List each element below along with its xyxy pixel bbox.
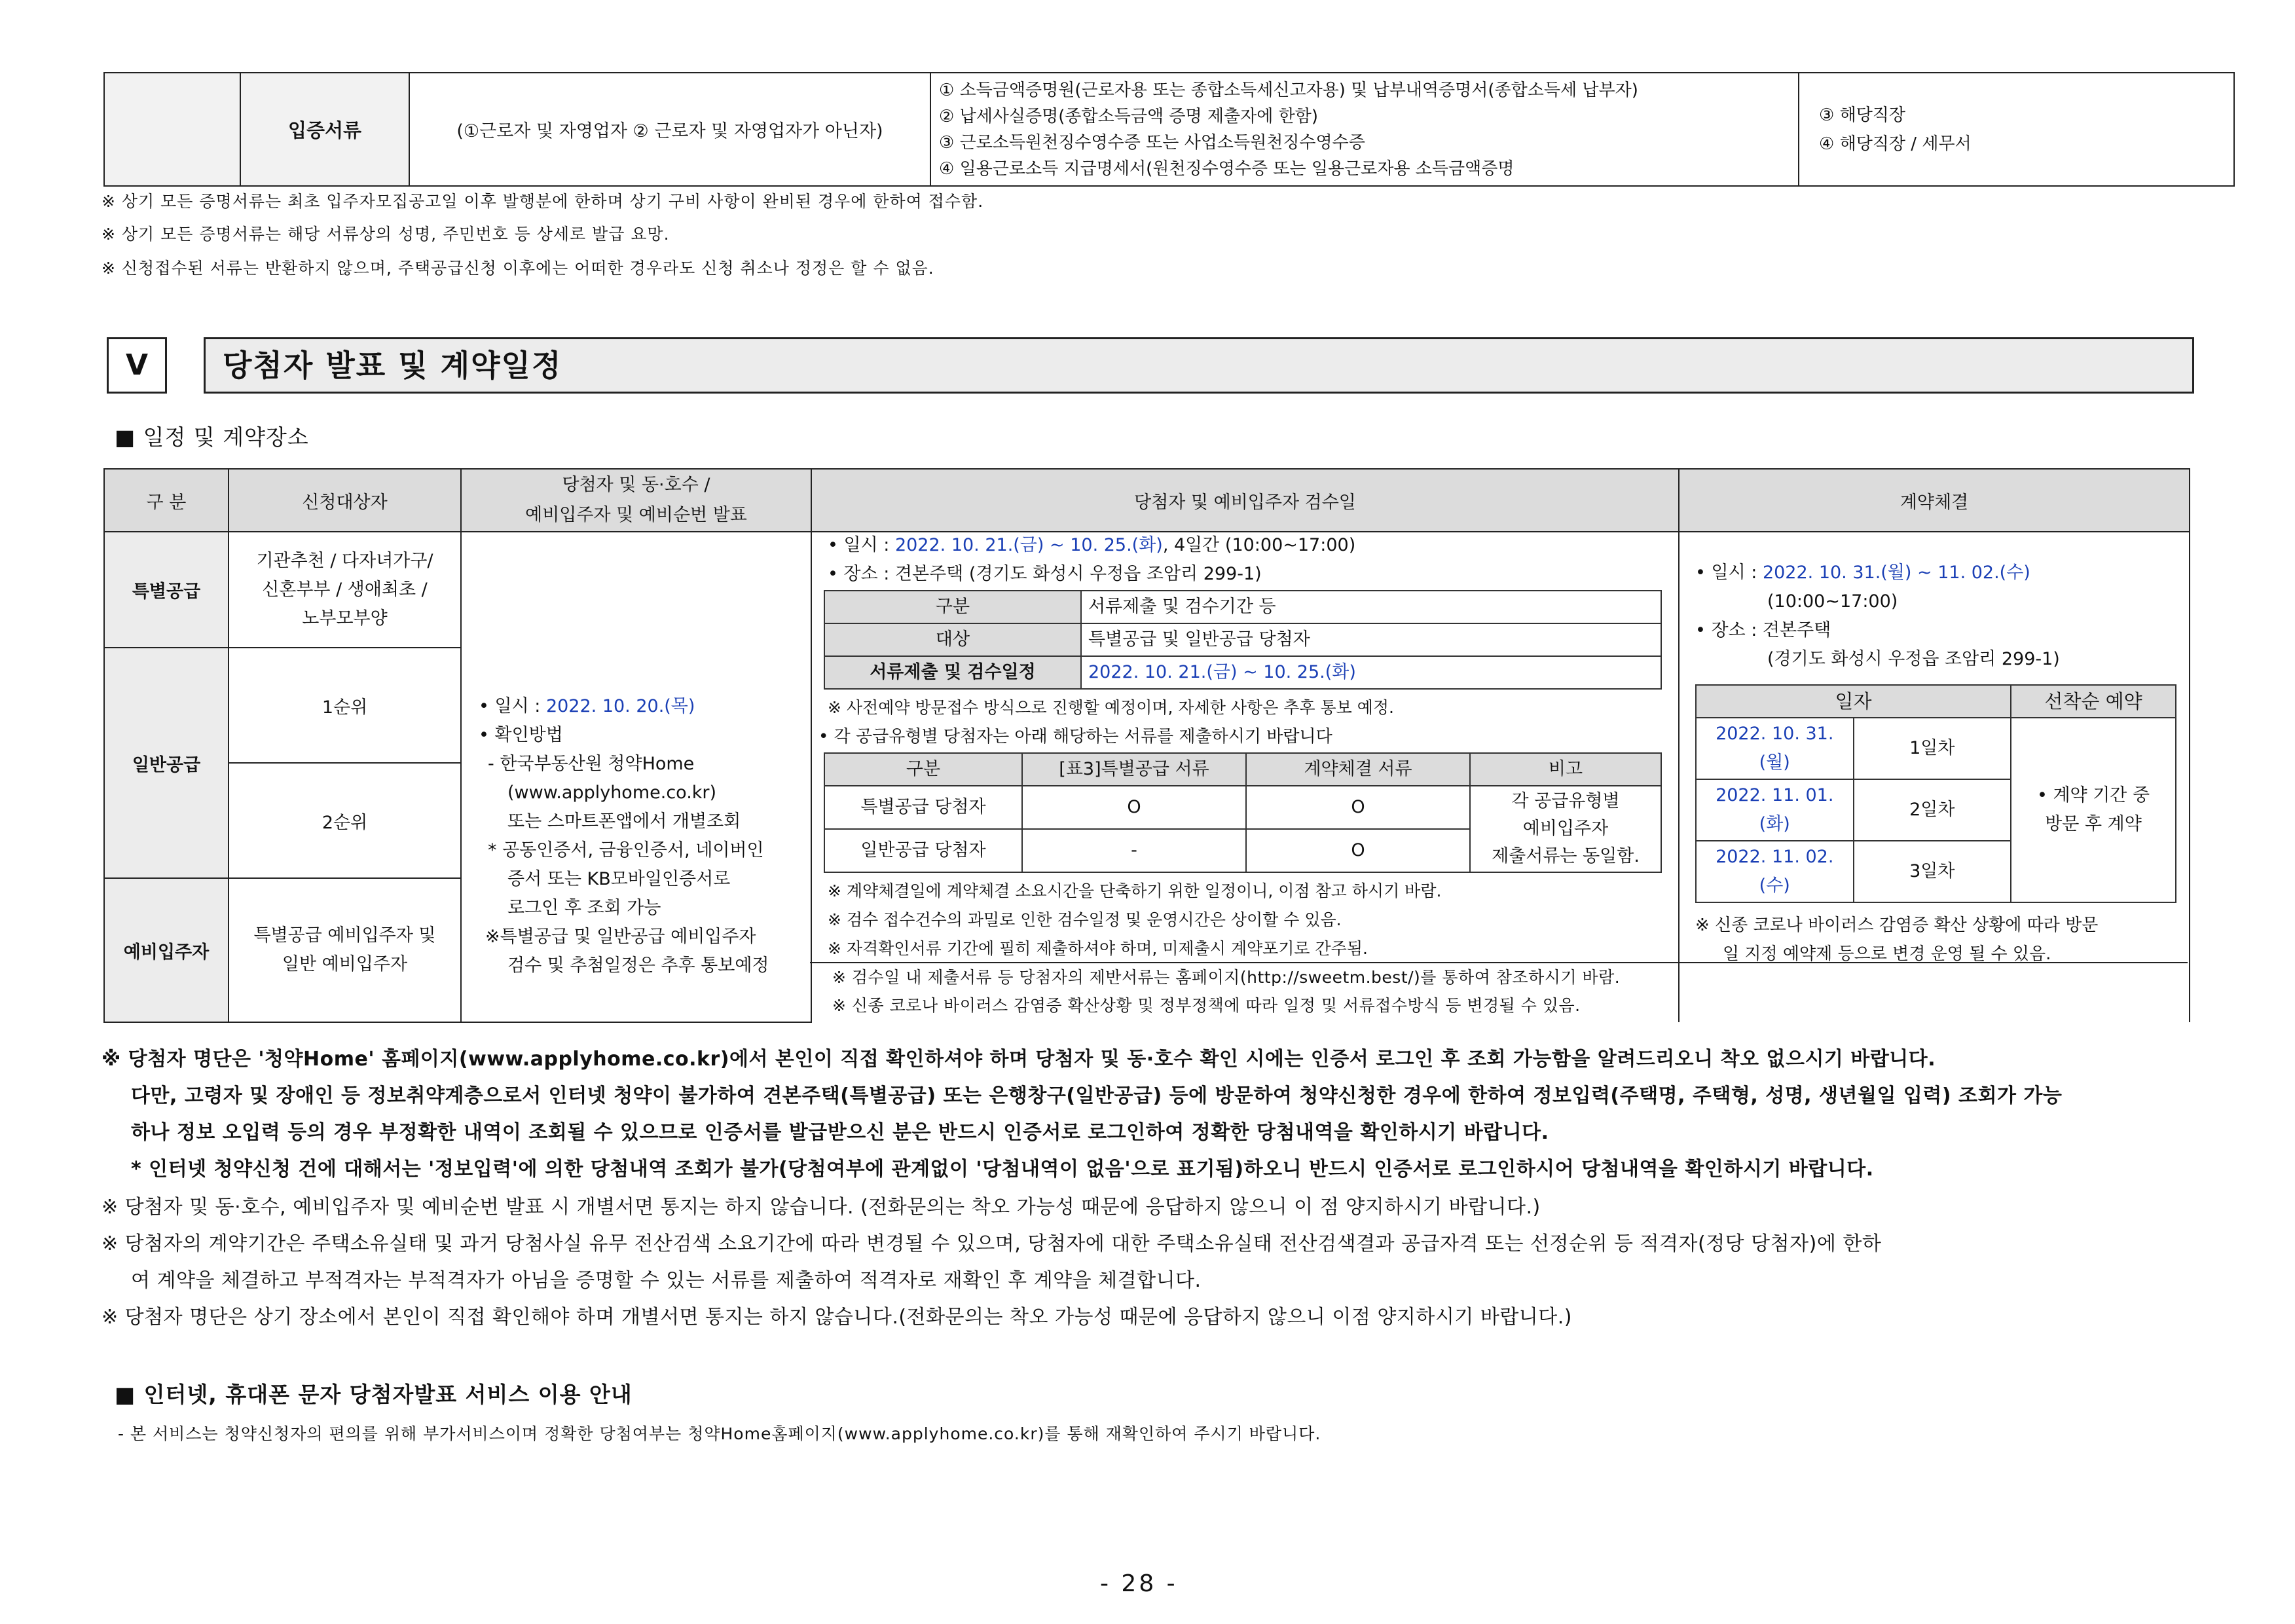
doc-h-type: 구분 xyxy=(824,753,1022,786)
header-announce xyxy=(461,469,811,532)
notice-1: ※ 당첨자 명단은 '청약Home' 홈페이지(www.applyhome.co.kr)에서 본인이 직접 확인하셔야 하며 당첨자 및 동·호수 확인 시에는 인증서 로그인 후 조회 가능함을 알려드리오니 착오 없으시기 바랍니다. xyxy=(101,1048,1936,1071)
notice-7: 여 계약을 체결하고 부적격자는 부적격자가 아님을 증명할 수 있는 서류를 제출하여 적격자로 재확인 후 계약을 체결합니다. xyxy=(131,1269,1202,1292)
announce-line-4: * 공동인증서, 금융인증서, 네이버인 xyxy=(488,840,764,860)
section-title: 당첨자 발표 및 계약일정 xyxy=(223,348,562,383)
contract-reserve-note xyxy=(2011,718,2176,902)
announce-line-3: 또는 스마트폰앱에서 개별조회 xyxy=(507,811,741,832)
proof-issuers xyxy=(1799,73,2234,186)
review-note-2: • 각 공급유형별 당첨자는 아래 해당하는 서류를 제출하시기 바랍니다 xyxy=(818,727,1332,747)
notice-8: ※ 당첨자 명단은 상기 장소에서 본인이 직접 확인해야 하며 개별서면 통지는 하지 않습니다.(전화문의는 착오 가능성 때문에 응답하지 않으니 이점 양지하시기 바랍니다.) xyxy=(101,1306,1572,1329)
reserve-target-2: 일반 예비입주자 xyxy=(282,954,408,974)
info-key-1: 구분 xyxy=(824,591,1081,623)
review-date-line xyxy=(828,531,1669,560)
row-special: 특별공급 xyxy=(104,532,229,648)
contract-date: 2022. 10. 31.(월) ~ 11. 02.(수) xyxy=(1762,563,2030,583)
proof-documents-table xyxy=(103,72,2235,187)
section-number: V xyxy=(125,348,149,382)
section-title-box xyxy=(204,337,2194,394)
reserve-target xyxy=(229,878,461,1022)
info-val-1: 서류제출 및 검수기간 등 xyxy=(1081,591,1661,623)
notice-3: 하나 정보 오입력 등의 경우 부정확한 내역이 조회될 수 있으므로 인증서를 발급받으신 분은 반드시 인증서로 로그인하여 정확한 당첨내역을 확인하시기 바랍니다. xyxy=(131,1121,1549,1144)
doc-h-special: [표3]특별공급 서류 xyxy=(1022,753,1246,786)
contract-place: • 장소 : 견본주택 xyxy=(1695,620,1831,640)
review-note-1: ※ 사전예약 방문접수 방식으로 진행할 예정이며, 자세한 사항은 추후 통보 예정. xyxy=(828,698,1394,717)
doc-r2-special: - xyxy=(1022,829,1246,872)
schedule-bottom-notes xyxy=(810,962,2188,1019)
special-target-1: 기관추천 / 다자녀가구/ xyxy=(256,550,433,571)
notice-2: 다만, 고령자 및 장애인 등 정보취약계층으로서 인터넷 청약이 불가하여 견본주택(특별공급) 또는 은행창구(일반공급) 등에 방문하여 청약신청한 경우에 한하여 정보입력(주택명, 주택형, 성명, 생년월일 입력) 조회가 가능 xyxy=(131,1084,2063,1107)
doc-r1-special: O xyxy=(1022,786,1246,829)
proof-condition: (①근로자 및 자영업자 ② 근로자 및 자영업자가 아닌자) xyxy=(409,73,930,186)
announce-cell xyxy=(461,532,811,1022)
contract-day3-date: 2022. 11. 02.(수) xyxy=(1696,841,1854,902)
announce-line-5: 증서 또는 KB모바일인증서로 xyxy=(507,869,731,889)
contract-cell xyxy=(1679,532,2190,1022)
row-general: 일반공급 xyxy=(104,648,229,878)
header-announce-line2: 예비입주자 및 예비순번 발표 xyxy=(525,505,747,525)
contract-date-line xyxy=(1695,559,2180,587)
contract-reserve-2: 방문 후 계약 xyxy=(2045,814,2142,834)
announce-date-label: • 일시 : xyxy=(479,696,546,716)
proof-docs xyxy=(930,73,1799,186)
contract-reserve-1: • 계약 기간 중 xyxy=(2036,785,2150,805)
proof-issuer-2: ④ 해당직장 / 세무서 xyxy=(1819,134,1972,154)
schedule-bottom-note-2: ※ 신종 코로나 바이러스 감염증 확산상황 및 정부정책에 따라 일정 및 서류접수방식 등 변경될 수 있음. xyxy=(832,996,1581,1015)
doc-remark-3: 제출서류는 동일함. xyxy=(1492,846,1640,866)
special-target-2: 신혼부부 / 생애최초 / xyxy=(262,579,428,600)
doc-r2-contract: O xyxy=(1246,829,1470,872)
info-val-3: 2022. 10. 21.(금) ~ 10. 25.(화) xyxy=(1081,656,1661,689)
review-date-suffix: , 4일간 (10:00~17:00) xyxy=(1162,535,1356,555)
rank-1: 1순위 xyxy=(229,648,461,763)
contract-time: (10:00~17:00) xyxy=(1767,591,1898,612)
review-cell xyxy=(811,532,1679,1022)
doc-remark-1: 각 공급유형별 xyxy=(1511,791,1620,811)
review-place: • 장소 : 견본주택 (경기도 화성시 우정읍 조암리 299-1) xyxy=(828,564,1262,584)
doc-h-remark: 비고 xyxy=(1470,753,1661,786)
contract-day2-date: 2022. 11. 01.(화) xyxy=(1696,779,1854,841)
announce-line-6: 로그인 후 조회 가능 xyxy=(507,898,661,918)
announce-line-8: 검수 및 추첨일정은 추후 통보예정 xyxy=(507,955,769,976)
proof-doc-3: ③ 근로소득원천징수영수증 또는 사업소득원천징수영수증 xyxy=(939,132,1365,153)
announce-method: • 확인방법 xyxy=(479,725,563,745)
doc-remark-2: 예비입주자 xyxy=(1522,819,1609,839)
service-note: - 본 서비스는 청약신청자의 편의를 위해 부가서비스이며 정확한 당첨여부는 청약Home홈페이지(www.applyhome.co.kr)를 통해 재확인하여 주시기 바랍니다. xyxy=(118,1424,1321,1443)
contract-h-reserve: 선착순 예약 xyxy=(2011,685,2176,718)
announce-date-line xyxy=(479,692,804,721)
top-note-3: ※ 신청접수된 서류는 반환하지 않으며, 주택공급신청 이후에는 어떠한 경우라도 신청 취소나 정정은 할 수 없음. xyxy=(101,259,934,278)
review-date-label: • 일시 : xyxy=(828,535,895,555)
contract-day2: 2일차 xyxy=(1854,779,2011,841)
doc-r1-contract: O xyxy=(1246,786,1470,829)
proof-label: 입증서류 xyxy=(240,73,409,186)
proof-doc-2: ② 납세사실증명(종합소득금액 증명 제출자에 한함) xyxy=(939,106,1318,126)
contract-day3: 3일차 xyxy=(1854,841,2011,902)
info-key-3: 서류제출 및 검수일정 xyxy=(824,656,1081,689)
subsection-schedule: ■ 일정 및 계약장소 xyxy=(115,424,309,450)
contract-covid-1: ※ 신종 코로나 바이러스 감염증 확산 상황에 따라 방문 xyxy=(1695,915,2099,935)
review-note-4: ※ 검수 접수건수의 과밀로 인한 검수일정 및 운영시간은 상이할 수 있음. xyxy=(828,910,1342,929)
top-note-2: ※ 상기 모든 증명서류는 해당 서류상의 성명, 주민번호 등 상세로 발급 요망. xyxy=(101,225,670,244)
proof-doc-4: ④ 일용근로소득 지급명세서(원천징수영수증 또는 일용근로자용 소득금액증명 xyxy=(939,158,1515,179)
contract-covid-2: 일 지정 예약제 등으로 변경 운영 될 수 있음. xyxy=(1723,944,2051,964)
schedule-table xyxy=(103,468,2190,1023)
contract-day1: 1일차 xyxy=(1854,718,2011,779)
notice-5: ※ 당첨자 및 동·호수, 예비입주자 및 예비순번 발표 시 개별서면 통지는 하지 않습니다. (전화문의는 착오 가능성 때문에 응답하지 않으니 이 점 양지하시기 바랍니다.) xyxy=(101,1196,1541,1219)
subsection-service: ■ 인터넷, 휴대폰 문자 당첨자발표 서비스 이용 안내 xyxy=(115,1382,633,1407)
announce-line-2: (www.applyhome.co.kr) xyxy=(507,783,717,803)
announce-date: 2022. 10. 20.(목) xyxy=(545,696,695,716)
review-note-3: ※ 계약체결일에 계약체결 소요시간을 단축하기 위한 일정이니, 이점 참고 하시기 바람. xyxy=(828,881,1442,900)
rank-2: 2순위 xyxy=(229,763,461,878)
page-number: - 28 - xyxy=(1100,1570,1178,1597)
header-contract: 계약체결 xyxy=(1679,469,2190,532)
review-docs-table xyxy=(824,752,1662,873)
proof-issuer-1: ③ 해당직장 xyxy=(1819,105,1906,125)
special-target xyxy=(229,532,461,648)
contract-date-label: • 일시 : xyxy=(1695,563,1763,583)
notice-4: * 인터넷 청약신청 건에 대해서는 '정보입력'에 의한 당첨내역 조회가 불가(당첨여부에 관계없이 '당첨내역이 없음'으로 표기됨)하오니 반드시 인증서로 로그인하시어 당첨내역을 확인하시기 바랍니다. xyxy=(131,1158,1874,1181)
blank-cell xyxy=(104,73,240,186)
review-info-table xyxy=(824,590,1662,690)
notice-6: ※ 당첨자의 계약기간은 주택소유실태 및 과거 당첨사실 유무 전산검색 소요기간에 따라 변경될 수 있으며, 당첨자에 대한 주택소유실태 전산검색결과 공급자격 또는 선정순위 등 적격자(정당 당첨자)에 한하 xyxy=(101,1232,1882,1255)
top-note-1: ※ 상기 모든 증명서류는 최초 입주자모집공고일 이후 발행분에 한하며 상기 구비 사항이 완비된 경우에 한하여 접수함. xyxy=(101,192,984,211)
section-number-box xyxy=(107,337,167,394)
announce-line-7: ※특별공급 및 일반공급 예비입주자 xyxy=(485,927,756,947)
doc-r1-type: 특별공급 당첨자 xyxy=(824,786,1022,829)
contract-day1-date: 2022. 10. 31.(월) xyxy=(1696,718,1854,779)
info-key-2: 대상 xyxy=(824,623,1081,656)
doc-h-contract: 계약체결 서류 xyxy=(1246,753,1470,786)
special-target-3: 노부모부양 xyxy=(302,608,388,629)
header-category: 구 분 xyxy=(104,469,229,532)
doc-r2-type: 일반공급 당첨자 xyxy=(824,829,1022,872)
announce-line-1: - 한국부동산원 청약Home xyxy=(488,754,695,774)
schedule-bottom-note-1: ※ 검수일 내 제출서류 등 당첨자의 제반서류는 홈페이지(http://sweetm.best/)를 통하여 참조하시기 바람. xyxy=(832,968,1621,987)
review-date: 2022. 10. 21.(금) ~ 10. 25.(화) xyxy=(894,535,1163,555)
header-announce-line1: 당첨자 및 동·호수 / xyxy=(562,475,710,495)
doc-remark xyxy=(1470,786,1661,872)
contract-day-table xyxy=(1695,684,2176,903)
contract-address: (경기도 화성시 우정읍 조암리 299-1) xyxy=(1767,649,2060,669)
review-note-5: ※ 자격확인서류 기간에 필히 제출하셔야 하며, 미제출시 계약포기로 간주됨. xyxy=(828,939,1368,958)
contract-h-date: 일자 xyxy=(1696,685,2011,718)
info-val-2: 특별공급 및 일반공급 당첨자 xyxy=(1081,623,1661,656)
row-reserve: 예비입주자 xyxy=(104,878,229,1022)
proof-doc-1: ① 소득금액증명원(근로자용 또는 종합소득세신고자용) 및 납부내역증명서(종합소득세 납부자) xyxy=(939,80,1638,100)
header-target: 신청대상자 xyxy=(229,469,461,532)
header-review: 당첨자 및 예비입주자 검수일 xyxy=(811,469,1679,532)
reserve-target-1: 특별공급 예비입주자 및 xyxy=(253,925,436,946)
